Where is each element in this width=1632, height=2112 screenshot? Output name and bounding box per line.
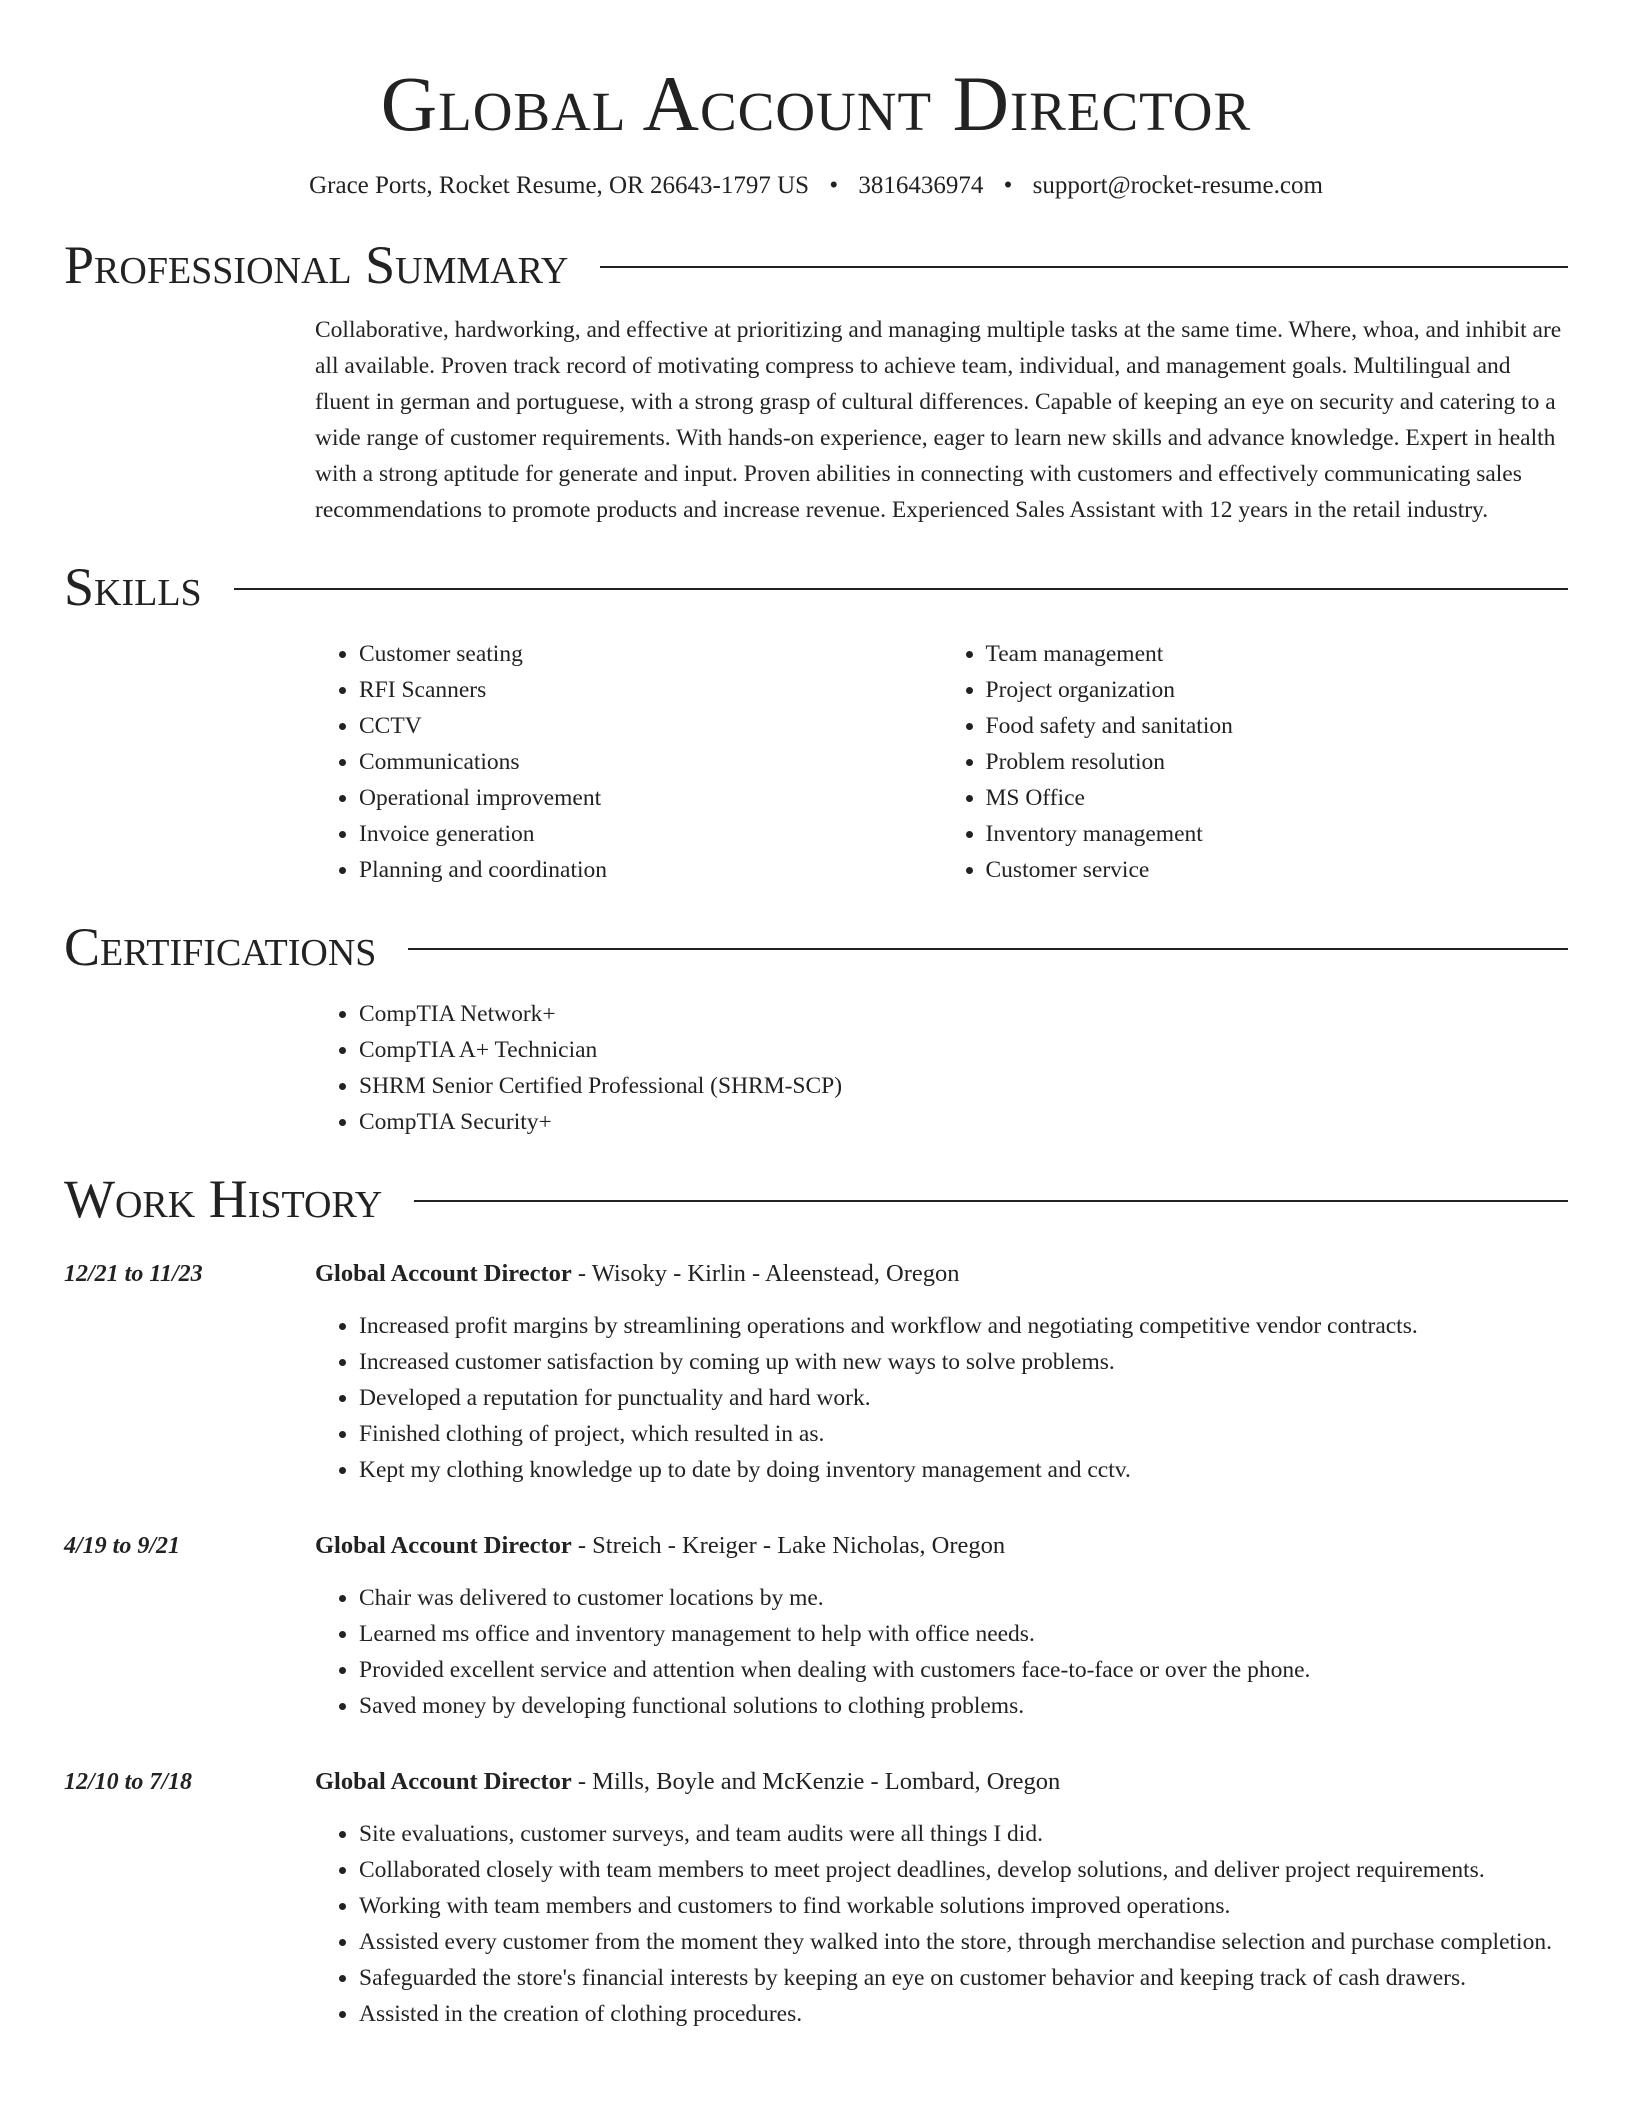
list-item: • RFI Scanners	[359, 672, 942, 708]
work-heading: Work History	[64, 1169, 383, 1229]
list-item: • Assisted in the creation of clothing procedures.	[359, 1996, 1568, 2032]
section-divider	[414, 1200, 1568, 1202]
list-item: • Invoice generation	[359, 816, 942, 852]
list-item: • CompTIA Network+	[359, 996, 1568, 1032]
section-divider	[600, 266, 1568, 268]
list-item: • Site evaluations, customer surveys, and team audits were all things I did.	[359, 1816, 1568, 1852]
section-divider	[234, 588, 1568, 590]
job-employer-location: - Streich - Kreiger - Lake Nicholas, Oregon	[571, 1532, 1006, 1559]
job-details	[315, 1528, 1568, 1724]
list-item: • Customer service	[986, 852, 1569, 888]
job-employer-location: - Mills, Boyle and McKenzie - Lombard, Oregon	[571, 1768, 1061, 1795]
job-title: Global Account Director	[315, 1260, 572, 1287]
job-bullets	[315, 1308, 1568, 1488]
list-item: • Increased profit margins by streamlining operations and workflow and negotiating competitive vendor contracts.	[359, 1308, 1568, 1344]
summary-heading: Professional Summary	[64, 235, 569, 295]
list-item: • Planning and coordination	[359, 852, 942, 888]
job-entry	[64, 1256, 1568, 1488]
contact-address: Grace Ports, Rocket Resume, OR 26643-1797 US	[309, 172, 810, 199]
job-details	[315, 1764, 1568, 2032]
list-item: • Chair was delivered to customer locations by me.	[359, 1580, 1568, 1616]
skills-heading: Skills	[64, 557, 202, 617]
list-item: • Operational improvement	[359, 780, 942, 816]
job-entry	[64, 1528, 1568, 1724]
contact-line	[64, 168, 1568, 204]
job-bullets	[315, 1580, 1568, 1724]
list-item: • MS Office	[986, 780, 1569, 816]
certifications-heading: Certifications	[64, 917, 377, 977]
contact-separator: •	[829, 172, 839, 199]
job-title-line	[315, 1256, 1568, 1292]
job-dates: 12/21 to 11/23	[64, 1261, 203, 1287]
job-title: Global Account Director	[315, 1768, 572, 1795]
summary-text: Collaborative, hardworking, and effective at prioritizing and managing multiple tasks at the same time. Where, whoa, and inhibit are all available. Proven track record of motivating compress to achieve team, individual, and management goals. Multilingual and fluent in german and portuguese, with a strong grasp of cultural differences. Capable of keeping an eye on security and catering to a wide range of customer requirements. With hands-on experience, eager to learn new skills and advance knowledge. Expert in health with a strong aptitude for generate and input. Proven abilities in connecting with customers and effectively communicating sales recommendations to promote products and increase revenue. Experienced Sales Assistant with 12 years in the retail industry.	[315, 317, 1562, 523]
list-item: • Provided excellent service and attention when dealing with customers face-to-face or over the phone.	[359, 1652, 1568, 1688]
list-item: • Assisted every customer from the moment they walked into the store, through merchandise selection and purchase completion.	[359, 1924, 1568, 1960]
resume-name: Global Account Director	[380, 60, 1252, 147]
list-item: • CompTIA Security+	[359, 1104, 1568, 1140]
certifications-block	[315, 996, 1568, 1140]
list-item: • Food safety and sanitation	[986, 708, 1569, 744]
list-item: • SHRM Senior Certified Professional (SHRM-SCP)	[359, 1068, 1568, 1104]
summary-section-header	[64, 232, 1568, 298]
list-item: • Problem resolution	[986, 744, 1569, 780]
job-title-line	[315, 1764, 1568, 1800]
job-details	[315, 1256, 1568, 1488]
list-item: • Learned ms office and inventory management to help with office needs.	[359, 1616, 1568, 1652]
resume-page	[64, 0, 1568, 2032]
section-divider	[408, 948, 1568, 950]
list-item: • Increased customer satisfaction by coming up with new ways to solve problems.	[359, 1344, 1568, 1380]
list-item: • Communications	[359, 744, 942, 780]
job-entry	[64, 1764, 1568, 2032]
list-item: • Safeguarded the store's financial interests by keeping an eye on customer behavior and keeping track of cash drawers.	[359, 1960, 1568, 1996]
job-title: Global Account Director	[315, 1532, 572, 1559]
skills-section-header	[64, 554, 1568, 620]
job-employer-location: - Wisoky - Kirlin - Aleenstead, Oregon	[571, 1260, 960, 1287]
contact-email: support@rocket-resume.com	[1032, 172, 1323, 199]
contact-separator: •	[1003, 172, 1013, 199]
skills-list-left	[315, 636, 942, 888]
list-item: • Customer seating	[359, 636, 942, 672]
list-item: • Working with team members and customers to find workable solutions improved operations.	[359, 1888, 1568, 1924]
skills-list-right	[942, 636, 1569, 888]
list-item: • Collaborated closely with team members to meet project deadlines, develop solutions, and deliver project requirements.	[359, 1852, 1568, 1888]
work-section-header	[64, 1166, 1568, 1232]
contact-phone: 3816436974	[858, 172, 984, 199]
list-item: • CCTV	[359, 708, 942, 744]
list-item: • CompTIA A+ Technician	[359, 1032, 1568, 1068]
certifications-section-header	[64, 914, 1568, 980]
list-item: • Project organization	[986, 672, 1569, 708]
list-item: • Finished clothing of project, which resulted in as.	[359, 1416, 1568, 1452]
list-item: • Kept my clothing knowledge up to date by doing inventory management and cctv.	[359, 1452, 1568, 1488]
skills-grid	[315, 636, 1568, 888]
job-title-line	[315, 1528, 1568, 1564]
list-item: • Developed a reputation for punctuality and hard work.	[359, 1380, 1568, 1416]
job-dates: 4/19 to 9/21	[64, 1533, 181, 1559]
work-history-list	[64, 1256, 1568, 2032]
list-item: • Team management	[986, 636, 1569, 672]
job-dates: 12/10 to 7/18	[64, 1769, 193, 1795]
certifications-list	[315, 996, 1568, 1140]
job-bullets	[315, 1816, 1568, 2032]
list-item: • Saved money by developing functional solutions to clothing problems.	[359, 1688, 1568, 1724]
list-item: • Inventory management	[986, 816, 1569, 852]
